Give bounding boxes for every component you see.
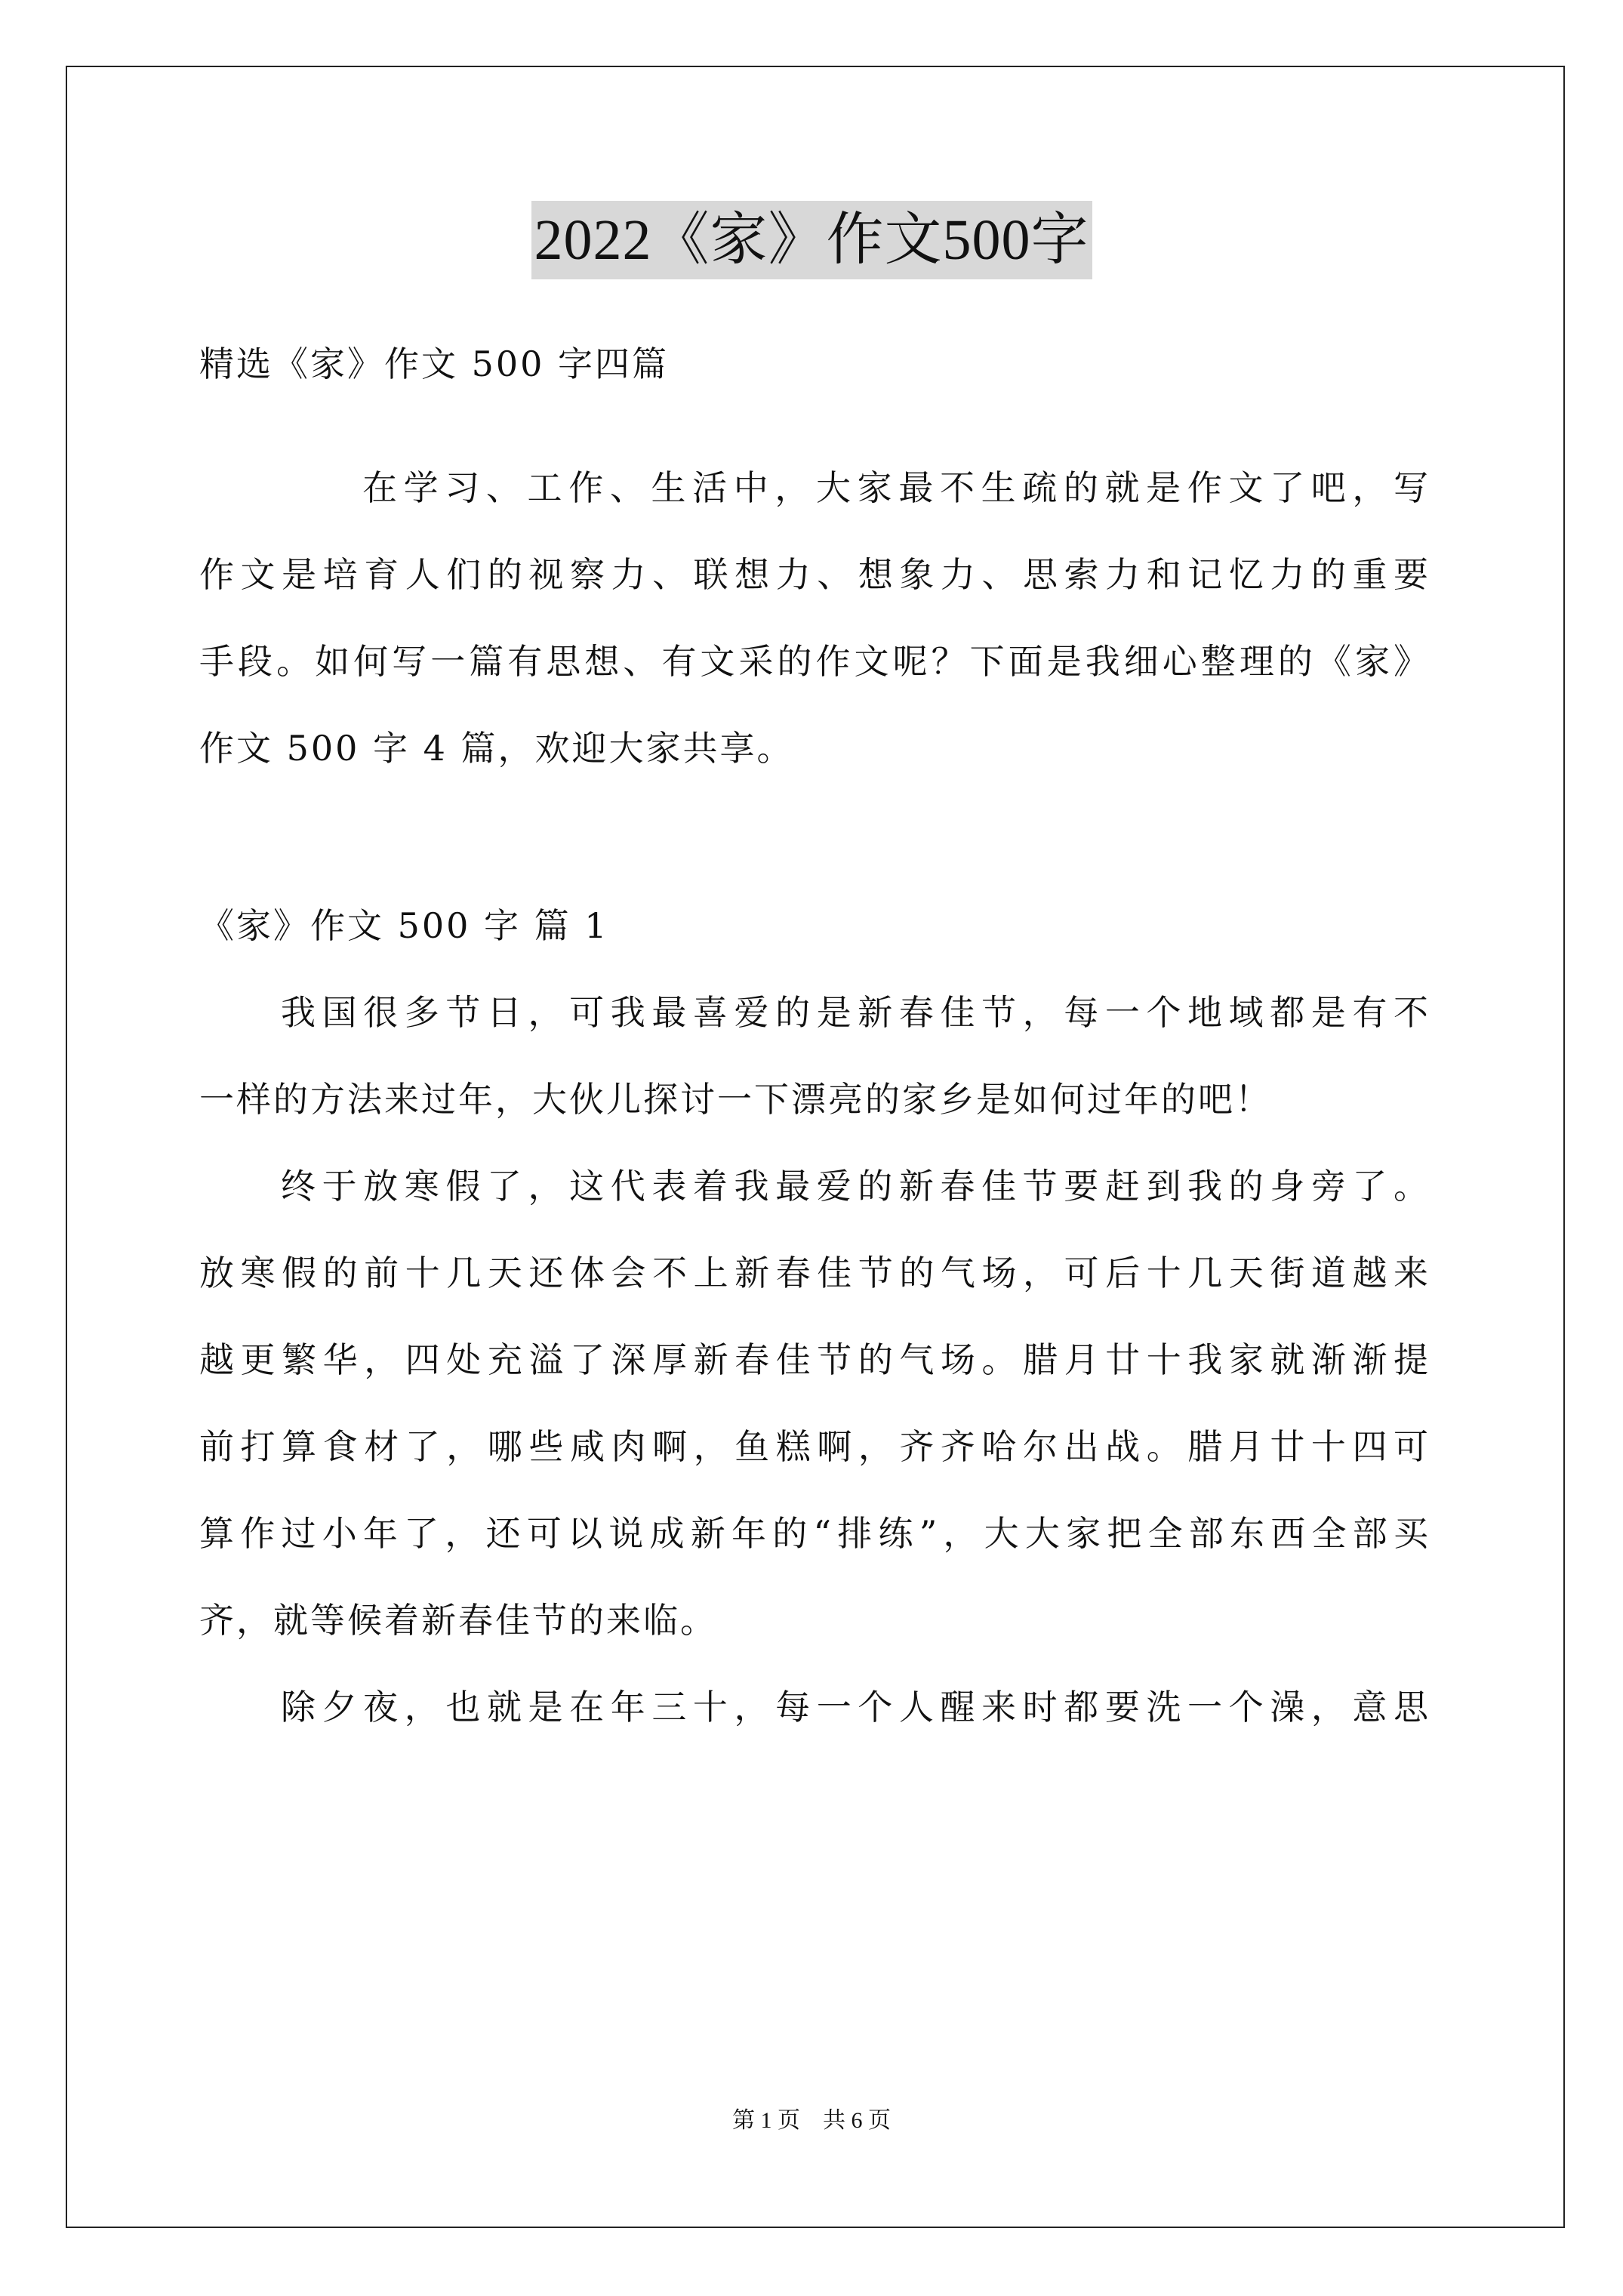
paragraph-line: 前打算食材了，哪些咸肉啊，鱼糕啊，齐齐哈尔出战。腊月廿十四可: [199, 1426, 1428, 1467]
document-title: 2022《家》作文500字: [531, 201, 1092, 279]
paragraph-line: 齐，就等候着新春佳节的来临。: [199, 1600, 717, 1641]
paragraph-line: 越更繁华，四处充溢了深厚新春佳节的气场。腊月廿十我家就渐渐提: [199, 1339, 1428, 1380]
paragraph-line: 放寒假的前十几天还体会不上新春佳节的气场，可后十几天街道越来: [199, 1253, 1428, 1293]
paragraph-line: 一样的方法来过年，大伙儿探讨一下漂亮的家乡是如何过年的吧！: [199, 1079, 1272, 1120]
paragraph-line: 除夕夜，也就是在年三十，每一个人醒来时都要洗一个澡，意思: [281, 1687, 1428, 1727]
paragraph-line: 我国很多节日，可我最喜爱的是新春佳节，每一个地域都是有不: [281, 992, 1428, 1033]
intro-line: 在学习、工作、生活中，大家最不生疏的就是作文了吧，写: [362, 467, 1428, 508]
paragraph-line: 终于放寒假了，这代表着我最爱的新春佳节要赶到我的身旁了。: [281, 1166, 1428, 1207]
paragraph-line: 算作过小年了，还可以说成新年的“排练”，大大家把全部东西全部买: [199, 1513, 1428, 1554]
subtitle: 精选《家》作文 500 字四篇: [199, 344, 670, 384]
intro-line: 作文是培育人们的视察力、联想力、想象力、思索力和记忆力的重要: [199, 554, 1428, 595]
intro-line: 作文 500 字 4 篇，欢迎大家共享。: [199, 728, 794, 769]
page-footer: 第 1 页 共 6 页: [732, 2108, 891, 2133]
page-border: [66, 66, 1565, 2228]
title-container: [0, 201, 1623, 279]
section-heading: 《家》作文 500 字 篇 1: [199, 905, 609, 946]
intro-line: 手段。如何写一篇有思想、有文采的作文呢？下面是我细心整理的《家》: [199, 641, 1428, 682]
